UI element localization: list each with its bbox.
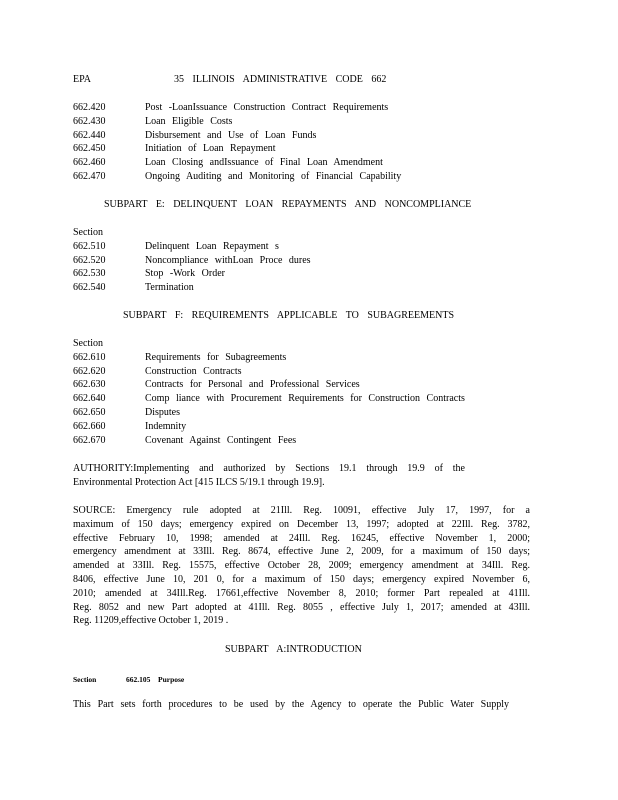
- section-number: 662.670: [73, 434, 106, 446]
- section-number: 662.430: [73, 115, 106, 127]
- subpart-a-heading: SUBPART A:INTRODUCTION: [225, 644, 362, 655]
- toc-row: [73, 406, 553, 420]
- source-line: 8406, effective June 10, 201 0, for a maximum of 150 days; emergency expired November 6,: [73, 573, 530, 585]
- source-note: [73, 504, 530, 628]
- section-title: Comp liance with Procurement Requirements for Construction Contracts: [145, 393, 465, 405]
- section-heading-number: 662.105: [126, 675, 151, 684]
- section-title: Indemnity: [145, 420, 187, 432]
- toc-row: [73, 434, 553, 448]
- page-header: [73, 73, 553, 87]
- source-line: emergency amendment at 33Ill. Reg. 8674, effective June 2, 2009, for a maximum of 150 days;: [73, 546, 530, 558]
- toc-subpart-f-list: [73, 337, 553, 447]
- section-number: 662.520: [73, 254, 106, 266]
- toc-row: [73, 378, 553, 392]
- toc-subpart-e-list: [73, 226, 553, 295]
- toc-row: [73, 351, 553, 365]
- section-title: Loan Closing andIssuance of Final Loan Amendment: [145, 157, 383, 169]
- section-title: Contracts for Personal and Professional Services: [145, 379, 360, 391]
- toc-row: [73, 254, 553, 268]
- section-title: Disputes: [145, 406, 180, 418]
- toc-row: [73, 392, 553, 406]
- section-title: Delinquent Loan Repayment s: [145, 240, 279, 252]
- toc-row: [73, 129, 553, 143]
- toc-row: [73, 281, 553, 295]
- section-number: 662.460: [73, 157, 106, 169]
- section-title: Stop -Work Order: [145, 268, 225, 280]
- source-line: effective February 10, 1998; amended at 24Ill. Reg. 16245, effective November 1, 2000;: [73, 532, 530, 544]
- toc-row: [73, 170, 553, 184]
- section-title: Termination: [145, 282, 194, 294]
- section-number: 662.630: [73, 379, 106, 391]
- source-line: Reg. 11209,effective October 1, 2019 .: [73, 615, 229, 627]
- section-title: Ongoing Auditing and Monitoring of Financial Capability: [145, 170, 402, 182]
- subpart-e-heading: SUBPART E: DELINQUENT LOAN REPAYMENTS AND NONCOMPLIANCE: [104, 199, 472, 210]
- section-title: Requirements for Subagreements: [145, 351, 287, 363]
- toc-row: [73, 156, 553, 170]
- toc-row: [73, 240, 553, 254]
- authority-note: [73, 462, 465, 490]
- purpose-paragraph: [73, 698, 509, 712]
- source-line: SOURCE: Emergency rule adopted at 21Ill. Reg. 10091, effective July 17, 1997, for a: [73, 505, 530, 516]
- section-number: 662.440: [73, 129, 106, 141]
- section-number: 662.450: [73, 143, 106, 155]
- source-line: amended at 33Ill. Reg. 15575, effective October 28, 2009; emergency amendment at 34Ill. Reg.: [73, 560, 530, 572]
- section-heading: [73, 673, 184, 687]
- section-number: 662.620: [73, 365, 106, 377]
- section-number: 662.650: [73, 406, 106, 418]
- source-line: Reg. 8052 and new Part adopted at 41Ill. Reg. 8055 , effective July 1, 2017; amended at 43Ill.: [73, 601, 530, 613]
- toc-row: [73, 365, 553, 379]
- section-heading-label: Section: [73, 675, 97, 684]
- authority-line: AUTHORITY:Implementing and authorized by Sections 19.1 through 19.9 of the: [73, 463, 465, 474]
- section-number: 662.640: [73, 393, 106, 405]
- section-column-label: Section: [73, 338, 103, 349]
- section-title: Construction Contracts: [145, 365, 242, 377]
- section-title: Noncompliance withLoan Proce dures: [145, 254, 311, 266]
- source-line: 2010; amended at 34Ill.Reg. 17661,effective November 8, 2010; former Part repealed at 41Ill.: [73, 587, 530, 599]
- section-number: 662.530: [73, 268, 106, 280]
- section-number: 662.470: [73, 170, 106, 182]
- source-line: maximum of 150 days; emergency expired on December 13, 1997; adopted at 22Ill. Reg. 3782,: [73, 518, 530, 530]
- section-title: Disbursement and Use of Loan Funds: [145, 129, 317, 141]
- toc-row: [73, 115, 553, 129]
- section-number: 662.660: [73, 420, 106, 432]
- header-title: 35 ILLINOIS ADMINISTRATIVE CODE 662: [174, 74, 387, 85]
- section-title: Initiation of Loan Repayment: [145, 143, 276, 155]
- section-title: Loan Eligible Costs: [145, 115, 233, 127]
- section-title: Post -LoanIssuance Construction Contract Requirements: [145, 102, 389, 113]
- section-number: 662.420: [73, 102, 106, 113]
- toc-row: [73, 142, 553, 156]
- toc-row: [73, 420, 553, 434]
- section-title: Covenant Against Contingent Fees: [145, 434, 297, 446]
- authority-line: Environmental Protection Act [415 ILCS 5/19.1 through 19.9].: [73, 476, 325, 488]
- section-number: 662.540: [73, 282, 106, 294]
- section-column-label: Section: [73, 227, 103, 238]
- toc-row: [73, 267, 553, 281]
- header-agency: EPA: [73, 74, 91, 85]
- toc-subpart-d-list: [73, 101, 553, 184]
- purpose-line: This Part sets forth procedures to be used by the Agency to operate the Public Water Supply: [73, 699, 509, 710]
- section-number: 662.510: [73, 240, 106, 252]
- section-number: 662.610: [73, 351, 106, 363]
- subpart-f-heading: SUBPART F: REQUIREMENTS APPLICABLE TO SUBAGREEMENTS: [123, 310, 455, 321]
- toc-row: [73, 101, 553, 115]
- section-heading-title: Purpose: [158, 675, 185, 684]
